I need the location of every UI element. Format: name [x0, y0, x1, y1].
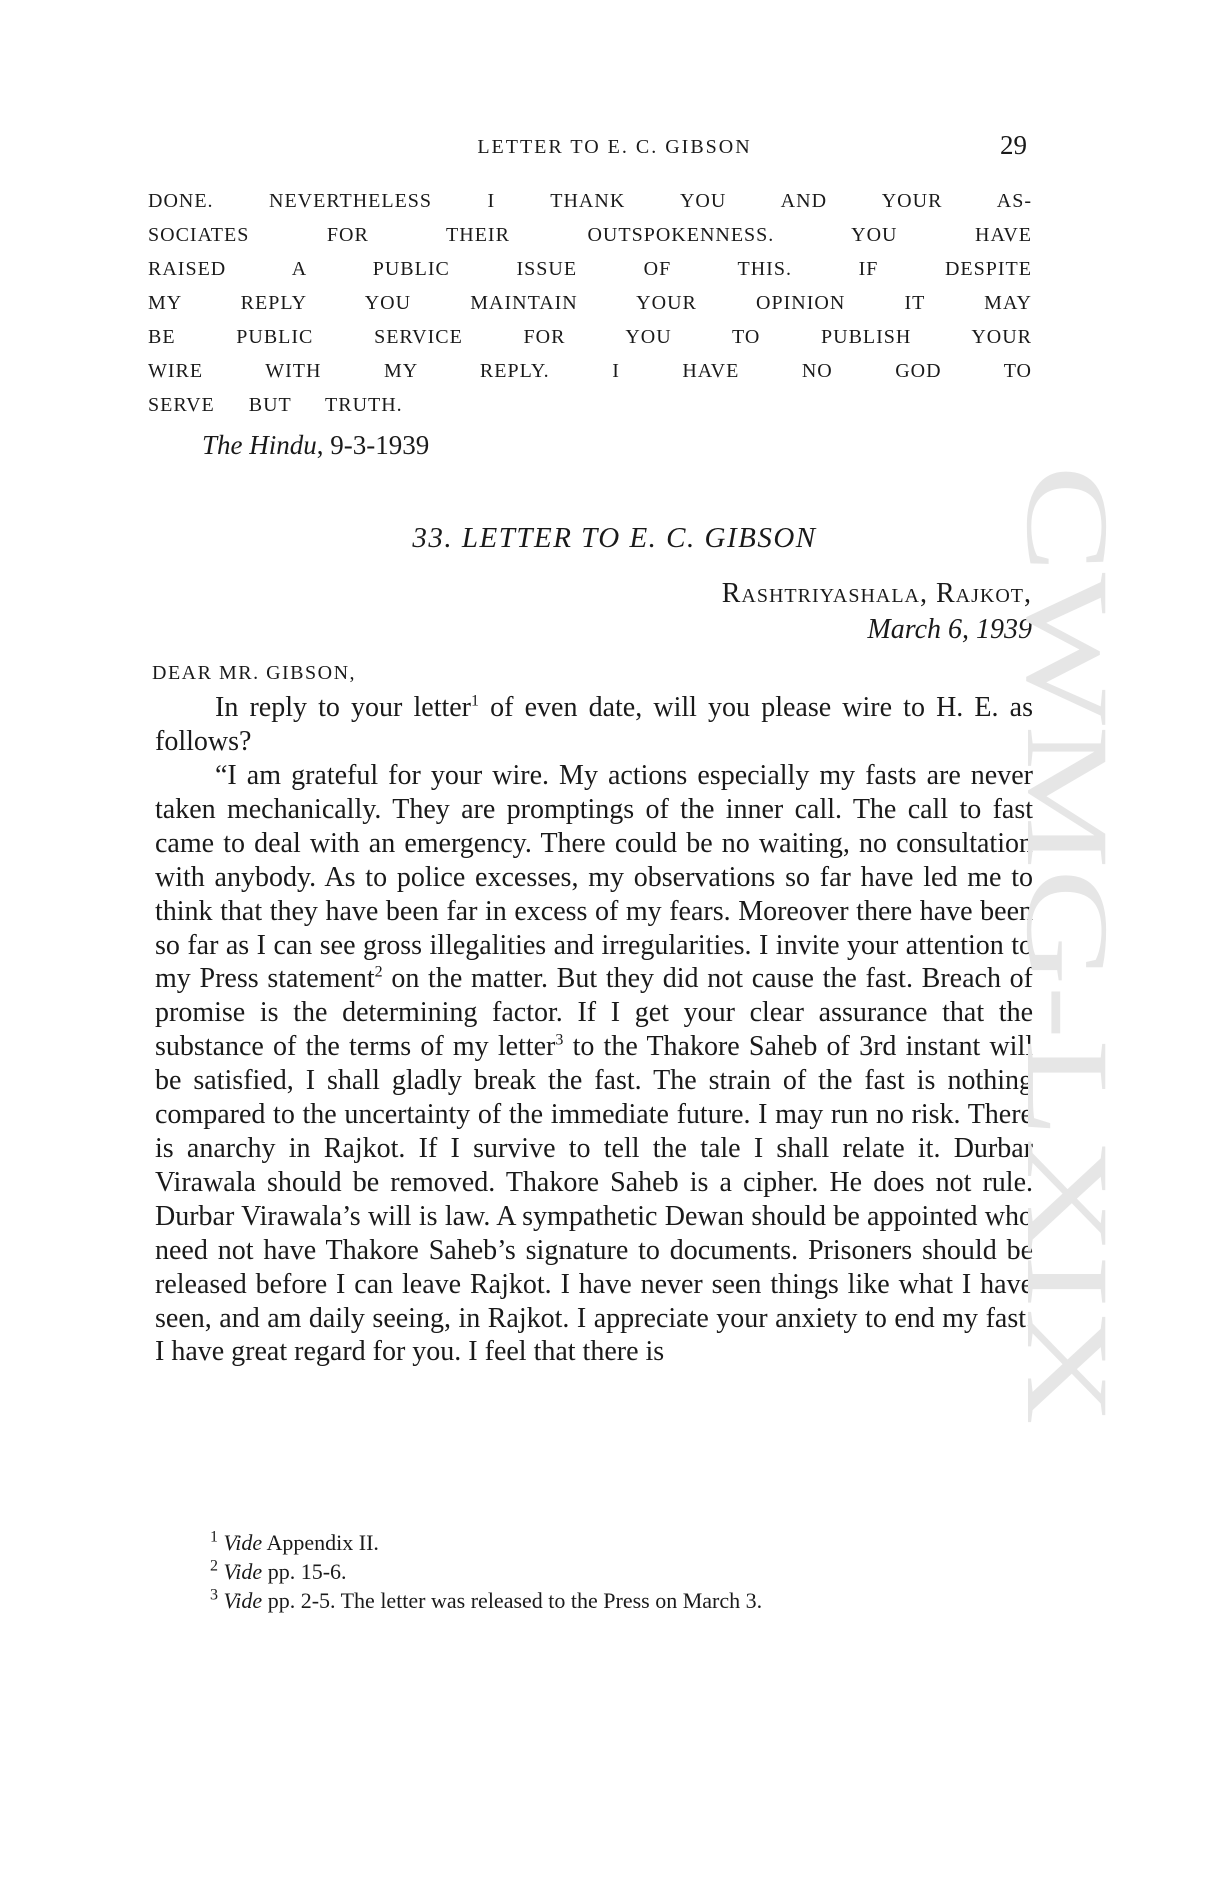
text-run: on the matter. But they did not cause the fast. Breach of promise is the determining factor. If I get your clear assurance that the substance of the terms of my letter — [155, 963, 1033, 1063]
source-date: , 9-3-1939 — [316, 430, 430, 460]
telegram-line: SOCIATES FOR THEIR OUTSPOKENNESS. YOU HAVE — [148, 224, 1032, 246]
text-run: to the Thakore Saheb of 3rd instant will be satisfied, I shall gladly break the fast. The strain of the fast is nothing compared to the uncertainty of the immediate future. I may run no risk. There is anarchy in Rajkot. If I survive to tell the tale I shall relate it. Durbar Virawala should be removed. Thakore Saheb is a cipher. He does not rule. Durbar Virawala’s will is law. A sympathetic Dewan should be appointed who need not have Thakore Saheb’s signature to documents. Prisoners should be released before I can leave Rajkot. I have never seen things like what I have seen, and am daily seeing, in Rajkot. I appreciate your anxiety to end my fast. I have great regard for you. I feel that there is — [155, 1031, 1034, 1368]
footnote-number: 2 — [210, 1557, 218, 1575]
body-paragraph-2 — [155, 759, 1033, 1369]
letter-place: Rashtriyashala, Rajkot, — [721, 578, 1032, 609]
telegram-line: MY REPLY YOU MAINTAIN YOUR OPINION IT MAY — [148, 292, 1032, 314]
footnote-text: pp. 2-5. The letter was released to the Press on March 3. — [262, 1588, 763, 1613]
footnote-vide: Vide — [223, 1588, 263, 1613]
telegram-line: RAISED A PUBLIC ISSUE OF THIS. IF DESPITE — [148, 258, 1032, 280]
footnote-number: 1 — [210, 1528, 218, 1546]
footnote-vide: Vide — [223, 1530, 263, 1555]
letter-date: March 6, 1939 — [867, 614, 1032, 645]
footnote-ref: 1 — [471, 692, 480, 710]
text-run: In reply to your letter — [215, 692, 472, 723]
footnote-ref: 2 — [374, 964, 383, 982]
source-citation — [202, 430, 429, 461]
telegram-line: BE PUBLIC SERVICE FOR YOU TO PUBLISH YOUR — [148, 326, 1032, 348]
source-name: The Hindu — [202, 430, 317, 460]
page-number: 29 — [1000, 130, 1027, 160]
footnote — [210, 1588, 762, 1614]
footnote-ref: 3 — [555, 1031, 564, 1049]
footnote — [210, 1530, 379, 1556]
footnote-number: 3 — [210, 1586, 218, 1604]
footnote-vide: Vide — [223, 1559, 263, 1584]
telegram-line: DONE. NEVERTHELESS I THANK YOU AND YOUR AS- — [148, 190, 1032, 212]
text-run: of even date, will you please wire to H. E. as follows? — [155, 692, 1033, 757]
footnote-text: pp. 15-6. — [262, 1559, 347, 1584]
body-paragraph-1 — [155, 691, 1033, 759]
footnote-text: Appendix II. — [262, 1530, 379, 1555]
watermark — [1002, 455, 1133, 1435]
salutation: DEAR MR. GIBSON, — [152, 662, 357, 684]
running-title: LETTER TO E. C. GIBSON — [477, 136, 752, 158]
document-title: 33. LETTER TO E. C. GIBSON — [412, 522, 817, 554]
footnote — [210, 1559, 347, 1585]
telegram-line: WIRE WITH MY REPLY. I HAVE NO GOD TO — [148, 360, 1032, 382]
telegram-line: SERVE BUT TRUTH. — [148, 394, 403, 416]
watermark-text: CWMG-LXIX — [1002, 465, 1133, 1167]
text-run: “I am grateful for your wire. My actions especially my fasts are never taken mechanically. They are promptings of the inner call. The call to fast came to deal with an emergency. There could be no waiting, no consultation with anybody. As to police excesses, my observations so far have led me to think that they have been far in excess of my fears. Moreover there have been so far as I can see gross illegalities and irregularities. I invite your attention to my Press statement — [155, 760, 1033, 995]
